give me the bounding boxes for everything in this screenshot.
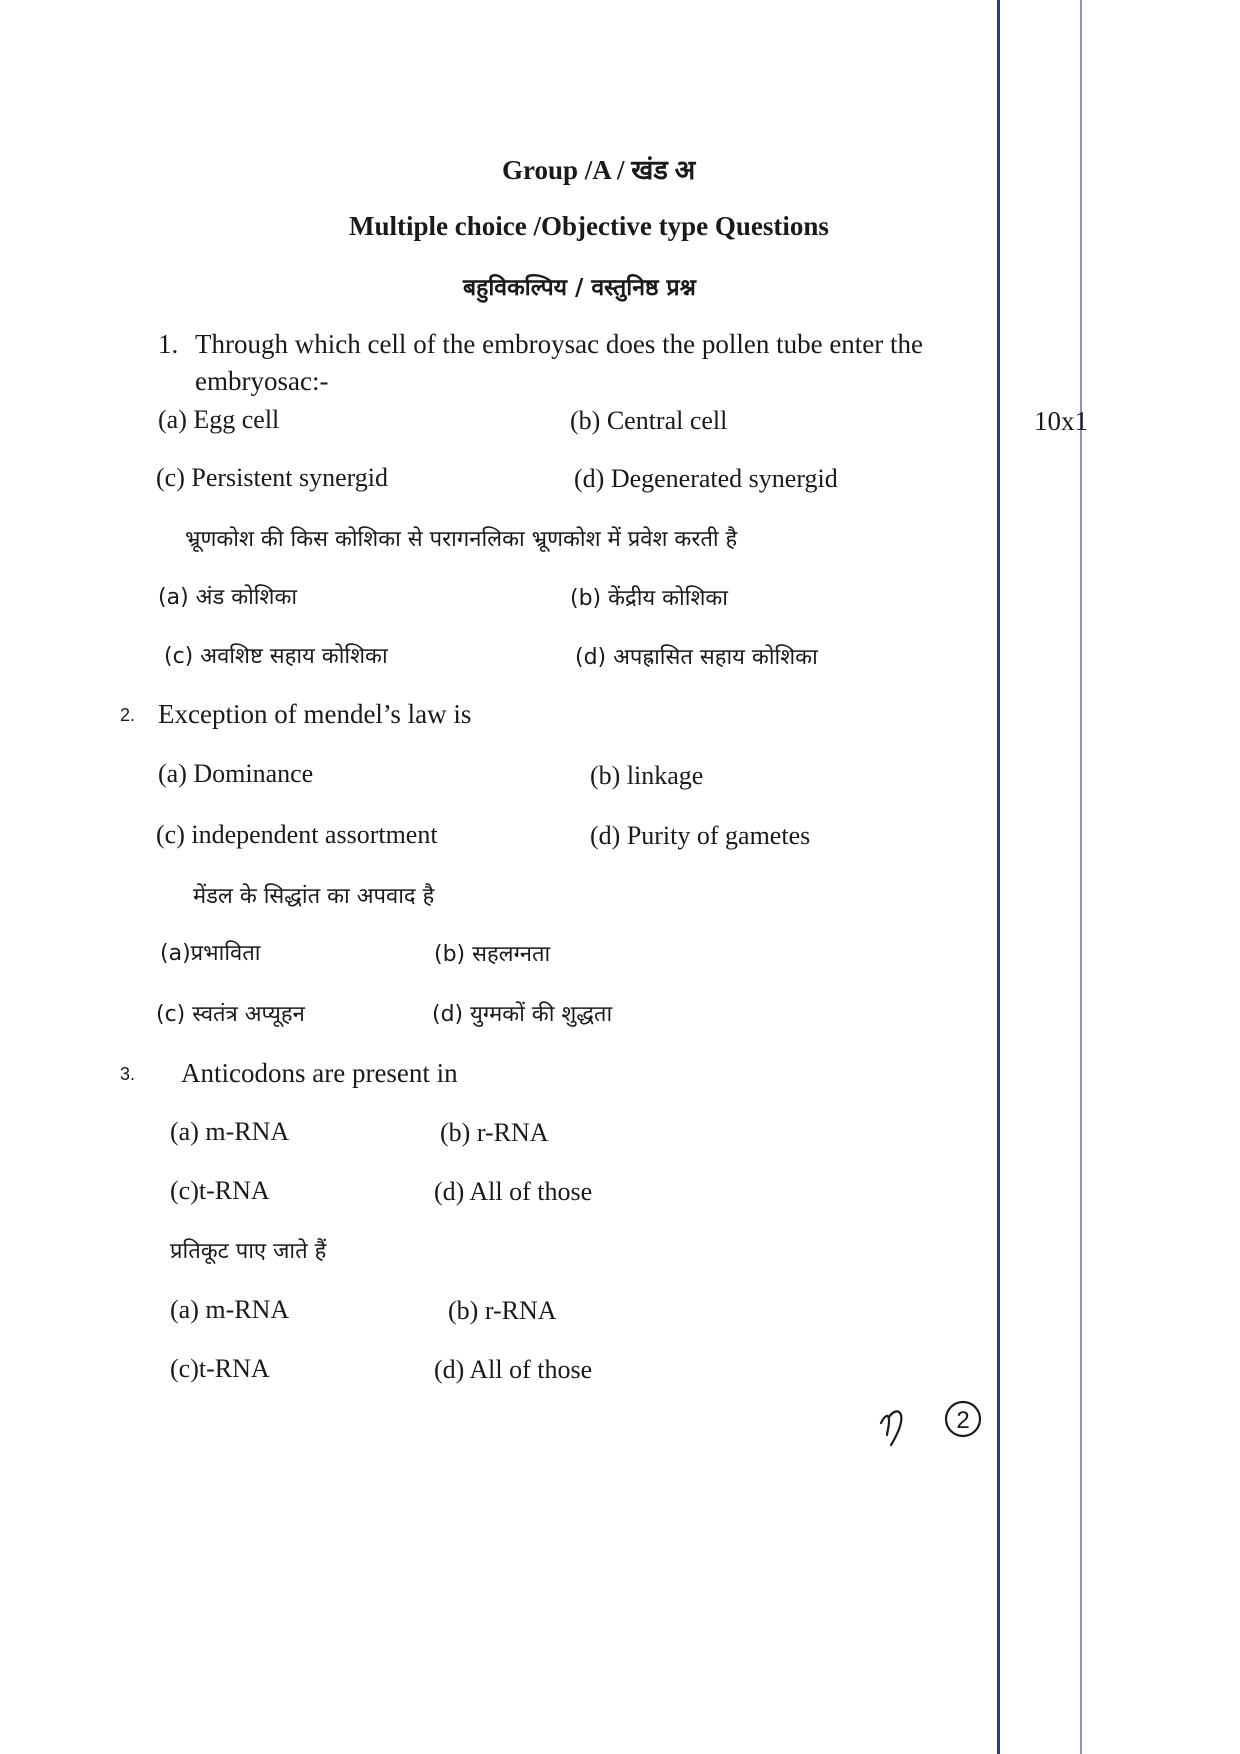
option-b-hindi: (b) r-RNA [448, 1296, 557, 1325]
option-c-hindi: (c)t-RNA [170, 1354, 270, 1383]
question-number: 3. [120, 1064, 136, 1084]
question-text: Through which cell of the embroysac does the pollen tube enter the [195, 329, 924, 359]
option-a-hindi: (a)प्रभाविता [160, 941, 261, 966]
option-d: (d) Purity of gametes [590, 821, 811, 850]
option-d: (d) All of those [434, 1177, 593, 1206]
option-c: (c)t-RNA [170, 1176, 270, 1205]
option-a: (a) Dominance [158, 759, 314, 788]
option-b: (b) Central cell [570, 406, 728, 435]
option-b: (b) linkage [590, 761, 704, 790]
option-d-hindi: (d) All of those [434, 1355, 593, 1384]
question-text-hindi: भ्रूणकोश की किस कोशिका से परागनलिका भ्रूणकोश में प्रवेश करती है [185, 527, 738, 552]
option-a-hindi: (a) m-RNA [170, 1295, 290, 1324]
group-heading: Group /A / खंड अ [502, 155, 696, 185]
option-b-hindi: (b) केंद्रीय कोशिका [570, 586, 728, 611]
option-d-hindi: (d) अपह्रासित सहाय कोशिका [575, 645, 818, 670]
question-text: Anticodons are present in [181, 1058, 458, 1088]
option-d: (d) Degenerated synergid [574, 464, 838, 493]
marks-label: 10x1 [1034, 406, 1088, 436]
question-text-hindi: मेंडल के सिद्धांत का अपवाद है [193, 884, 435, 909]
option-a: (a) m-RNA [170, 1117, 290, 1146]
option-a-hindi: (a) अंड कोशिका [158, 585, 298, 610]
handwritten-initials-icon [875, 1395, 995, 1455]
question-number: 1. [158, 329, 179, 359]
option-b: (b) r-RNA [440, 1118, 549, 1147]
question-text: Exception of mendel’s law is [158, 699, 472, 729]
question-text-hindi: प्रतिकूट पाए जाते हैं [170, 1239, 327, 1264]
option-c-hindi: (c) स्वतंत्र अप्यूहन [156, 1002, 305, 1027]
option-c-hindi: (c) अवशिष्ट सहाय कोशिका [164, 644, 388, 669]
question-number: 2. [120, 705, 136, 725]
section-subtitle-hindi: बहुविकल्पिय / वस्तुनिष्ठ प्रश्न [463, 275, 696, 301]
option-d-hindi: (d) युग्मकों की शुद्धता [432, 1002, 613, 1027]
margin-rule-light [1080, 0, 1082, 1754]
question-text-cont: embryosac:- [195, 366, 329, 396]
margin-rule [997, 0, 1000, 1754]
option-a: (a) Egg cell [158, 405, 280, 434]
page-marker-number: 2 [956, 1407, 970, 1434]
option-c: (c) independent assortment [156, 820, 438, 849]
section-subtitle: Multiple choice /Objective type Questions [349, 211, 829, 241]
option-c: (c) Persistent synergid [156, 463, 389, 492]
option-b-hindi: (b) सहलग्नता [434, 942, 551, 967]
